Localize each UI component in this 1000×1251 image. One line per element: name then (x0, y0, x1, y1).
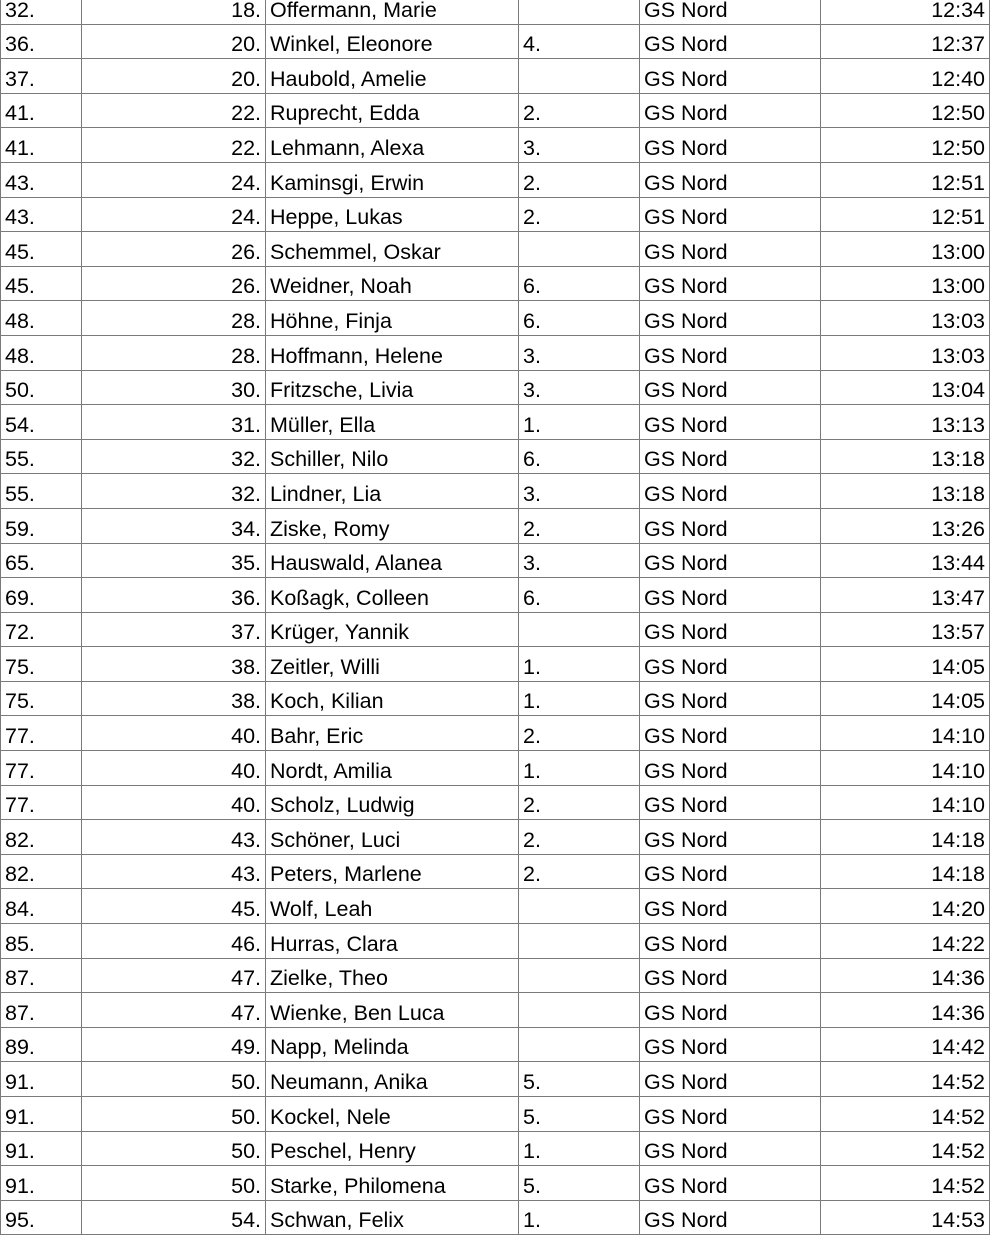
cell-runner-name[interactable]: Hauswald, Alanea (266, 543, 519, 578)
cell-time[interactable]: 14:52 (821, 1097, 990, 1132)
table-row (1, 232, 990, 267)
cell-class[interactable]: 5. (519, 1166, 640, 1201)
cell-class[interactable] (519, 993, 640, 1028)
table-row (1, 439, 990, 474)
cell-school[interactable]: GS Nord (640, 647, 821, 682)
cell-class[interactable]: 6. (519, 578, 640, 613)
cell-age-group-place[interactable]: 20. (82, 59, 266, 94)
cell-overall-place[interactable]: 91. (1, 1131, 82, 1166)
cell-runner-name[interactable]: Lehmann, Alexa (266, 128, 519, 163)
cell-class[interactable]: 3. (519, 543, 640, 578)
cell-time[interactable]: 13:47 (821, 578, 990, 613)
cell-overall-place[interactable]: 77. (1, 716, 82, 751)
table-row (1, 1166, 990, 1201)
cell-age-group-place[interactable]: 32. (82, 439, 266, 474)
cell-age-group-place[interactable]: 20. (82, 24, 266, 59)
cell-time[interactable]: 13:18 (821, 439, 990, 474)
cell-school[interactable]: GS Nord (640, 59, 821, 94)
cell-age-group-place[interactable]: 54. (82, 1200, 266, 1235)
cell-overall-place[interactable]: 48. (1, 301, 82, 336)
cell-school[interactable]: GS Nord (640, 1027, 821, 1062)
cell-time[interactable]: 14:20 (821, 889, 990, 924)
cell-class[interactable]: 2. (519, 93, 640, 128)
cell-overall-place[interactable]: 91. (1, 1166, 82, 1201)
cell-runner-name[interactable]: Lindner, Lia (266, 474, 519, 509)
cell-time[interactable]: 14:22 (821, 924, 990, 959)
cell-school[interactable]: GS Nord (640, 197, 821, 232)
cell-time[interactable]: 14:42 (821, 1027, 990, 1062)
cell-overall-place[interactable]: 77. (1, 785, 82, 820)
table-row (1, 751, 990, 786)
cell-class[interactable]: 2. (519, 820, 640, 855)
table-row (1, 578, 990, 613)
cell-school[interactable]: GS Nord (640, 751, 821, 786)
cell-class[interactable]: 3. (519, 370, 640, 405)
table-row (1, 162, 990, 197)
cell-time[interactable]: 13:00 (821, 232, 990, 267)
cell-age-group-place[interactable]: 26. (82, 266, 266, 301)
cell-overall-place[interactable]: 45. (1, 232, 82, 267)
table-row (1, 716, 990, 751)
table-row (1, 543, 990, 578)
cell-runner-name[interactable]: Peters, Marlene (266, 854, 519, 889)
cell-time[interactable]: 14:52 (821, 1062, 990, 1097)
table-row (1, 405, 990, 440)
cell-school[interactable]: GS Nord (640, 232, 821, 267)
cell-class[interactable] (519, 232, 640, 267)
cell-school[interactable]: GS Nord (640, 578, 821, 613)
cell-school[interactable]: GS Nord (640, 924, 821, 959)
cell-time[interactable]: 13:18 (821, 474, 990, 509)
cell-class[interactable]: 3. (519, 474, 640, 509)
cell-time[interactable]: 14:18 (821, 820, 990, 855)
table-row (1, 854, 990, 889)
table-row (1, 612, 990, 647)
cell-runner-name[interactable]: Schwan, Felix (266, 1200, 519, 1235)
cell-class[interactable]: 1. (519, 1131, 640, 1166)
cell-class[interactable]: 1. (519, 681, 640, 716)
cell-school[interactable]: GS Nord (640, 439, 821, 474)
cell-runner-name[interactable]: Zielke, Theo (266, 958, 519, 993)
cell-time[interactable]: 14:52 (821, 1131, 990, 1166)
cell-overall-place[interactable]: 75. (1, 647, 82, 682)
cell-runner-name[interactable]: Koßagk, Colleen (266, 578, 519, 613)
table-row (1, 1200, 990, 1235)
cell-class[interactable]: 2. (519, 785, 640, 820)
cell-runner-name[interactable]: Scholz, Ludwig (266, 785, 519, 820)
cell-overall-place[interactable]: 75. (1, 681, 82, 716)
cell-school[interactable]: GS Nord (640, 785, 821, 820)
cell-overall-place[interactable]: 72. (1, 612, 82, 647)
cell-class[interactable] (519, 958, 640, 993)
cell-class[interactable]: 1. (519, 405, 640, 440)
cell-age-group-place[interactable]: 38. (82, 681, 266, 716)
cell-school[interactable]: GS Nord (640, 508, 821, 543)
cell-age-group-place[interactable]: 30. (82, 370, 266, 405)
cell-time[interactable]: 13:03 (821, 301, 990, 336)
cell-age-group-place[interactable]: 43. (82, 854, 266, 889)
cell-time[interactable]: 13:03 (821, 335, 990, 370)
cell-runner-name[interactable]: Wolf, Leah (266, 889, 519, 924)
cell-class[interactable]: 2. (519, 854, 640, 889)
cell-age-group-place[interactable]: 49. (82, 1027, 266, 1062)
cell-school[interactable]: GS Nord (640, 93, 821, 128)
cell-overall-place[interactable]: 82. (1, 820, 82, 855)
cell-class[interactable]: 1. (519, 1200, 640, 1235)
cell-age-group-place[interactable]: 28. (82, 335, 266, 370)
table-row (1, 128, 990, 163)
table-row (1, 1097, 990, 1132)
cell-class[interactable] (519, 0, 640, 24)
cell-class[interactable]: 3. (519, 128, 640, 163)
cell-age-group-place[interactable]: 22. (82, 128, 266, 163)
cell-overall-place[interactable]: 48. (1, 335, 82, 370)
results-table-body (1, 0, 990, 1235)
cell-school[interactable]: GS Nord (640, 1097, 821, 1132)
cell-age-group-place[interactable]: 32. (82, 474, 266, 509)
cell-age-group-place[interactable]: 46. (82, 924, 266, 959)
cell-overall-place[interactable]: 91. (1, 1062, 82, 1097)
cell-school[interactable]: GS Nord (640, 1062, 821, 1097)
cell-time[interactable]: 14:53 (821, 1200, 990, 1235)
table-row (1, 301, 990, 336)
cell-class[interactable]: 6. (519, 301, 640, 336)
cell-runner-name[interactable]: Haubold, Amelie (266, 59, 519, 94)
cell-runner-name[interactable]: Ziske, Romy (266, 508, 519, 543)
cell-class[interactable]: 5. (519, 1097, 640, 1132)
cell-class[interactable]: 4. (519, 24, 640, 59)
cell-runner-name[interactable]: Heppe, Lukas (266, 197, 519, 232)
cell-class[interactable]: 2. (519, 716, 640, 751)
cell-age-group-place[interactable]: 40. (82, 785, 266, 820)
table-row (1, 993, 990, 1028)
cell-runner-name[interactable]: Weidner, Noah (266, 266, 519, 301)
cell-school[interactable]: GS Nord (640, 993, 821, 1028)
cell-time[interactable]: 14:10 (821, 751, 990, 786)
cell-time[interactable]: 12:40 (821, 59, 990, 94)
table-row (1, 474, 990, 509)
table-row (1, 335, 990, 370)
cell-runner-name[interactable]: Napp, Melinda (266, 1027, 519, 1062)
cell-school[interactable]: GS Nord (640, 889, 821, 924)
cell-school[interactable]: GS Nord (640, 335, 821, 370)
table-row (1, 266, 990, 301)
cell-overall-place[interactable]: 82. (1, 854, 82, 889)
table-row (1, 508, 990, 543)
cell-school[interactable]: GS Nord (640, 128, 821, 163)
cell-school[interactable]: GS Nord (640, 266, 821, 301)
cell-class[interactable] (519, 1027, 640, 1062)
cell-runner-name[interactable]: Offermann, Marie (266, 0, 519, 24)
cell-runner-name[interactable]: Zeitler, Willi (266, 647, 519, 682)
cell-overall-place[interactable]: 32. (1, 0, 82, 24)
cell-time[interactable]: 12:50 (821, 128, 990, 163)
cell-runner-name[interactable]: Winkel, Eleonore (266, 24, 519, 59)
cell-age-group-place[interactable]: 34. (82, 508, 266, 543)
cell-overall-place[interactable]: 69. (1, 578, 82, 613)
cell-overall-place[interactable]: 65. (1, 543, 82, 578)
cell-class[interactable] (519, 889, 640, 924)
cell-overall-place[interactable]: 43. (1, 197, 82, 232)
table-row (1, 924, 990, 959)
cell-overall-place[interactable]: 37. (1, 59, 82, 94)
cell-runner-name[interactable]: Neumann, Anika (266, 1062, 519, 1097)
table-row (1, 1027, 990, 1062)
cell-school[interactable]: GS Nord (640, 543, 821, 578)
cell-class[interactable]: 6. (519, 439, 640, 474)
cell-runner-name[interactable]: Hurras, Clara (266, 924, 519, 959)
cell-school[interactable]: GS Nord (640, 612, 821, 647)
cell-overall-place[interactable]: 84. (1, 889, 82, 924)
cell-runner-name[interactable]: Höhne, Finja (266, 301, 519, 336)
cell-school[interactable]: GS Nord (640, 474, 821, 509)
cell-class[interactable]: 5. (519, 1062, 640, 1097)
cell-age-group-place[interactable]: 28. (82, 301, 266, 336)
cell-runner-name[interactable]: Koch, Kilian (266, 681, 519, 716)
table-row (1, 93, 990, 128)
cell-school[interactable]: GS Nord (640, 0, 821, 24)
sheet-right-margin (990, 0, 1000, 1251)
cell-time[interactable]: 14:05 (821, 647, 990, 682)
cell-time[interactable]: 12:50 (821, 93, 990, 128)
cell-time[interactable]: 13:13 (821, 405, 990, 440)
cell-runner-name[interactable]: Starke, Philomena (266, 1166, 519, 1201)
cell-overall-place[interactable]: 77. (1, 751, 82, 786)
cell-overall-place[interactable]: 41. (1, 93, 82, 128)
cell-class[interactable] (519, 59, 640, 94)
cell-time[interactable]: 14:52 (821, 1166, 990, 1201)
table-row (1, 370, 990, 405)
cell-time[interactable]: 14:05 (821, 681, 990, 716)
table-row (1, 1062, 990, 1097)
cell-time[interactable]: 14:10 (821, 716, 990, 751)
table-row (1, 681, 990, 716)
cell-school[interactable]: GS Nord (640, 854, 821, 889)
cell-overall-place[interactable]: 59. (1, 508, 82, 543)
cell-class[interactable]: 3. (519, 335, 640, 370)
cell-age-group-place[interactable]: 36. (82, 578, 266, 613)
cell-class[interactable] (519, 612, 640, 647)
cell-time[interactable]: 12:34 (821, 0, 990, 24)
cell-overall-place[interactable]: 85. (1, 924, 82, 959)
cell-class[interactable]: 6. (519, 266, 640, 301)
cell-school[interactable]: GS Nord (640, 681, 821, 716)
cell-runner-name[interactable]: Nordt, Amilia (266, 751, 519, 786)
cell-school[interactable]: GS Nord (640, 370, 821, 405)
table-row (1, 647, 990, 682)
cell-age-group-place[interactable]: 24. (82, 197, 266, 232)
cell-runner-name[interactable]: Kockel, Nele (266, 1097, 519, 1132)
cell-age-group-place[interactable]: 38. (82, 647, 266, 682)
cell-overall-place[interactable]: 41. (1, 128, 82, 163)
cell-age-group-place[interactable]: 31. (82, 405, 266, 440)
cell-overall-place[interactable]: 55. (1, 474, 82, 509)
cell-school[interactable]: GS Nord (640, 958, 821, 993)
table-row (1, 0, 990, 24)
cell-school[interactable]: GS Nord (640, 301, 821, 336)
cell-age-group-place[interactable]: 47. (82, 958, 266, 993)
cell-age-group-place[interactable]: 26. (82, 232, 266, 267)
cell-age-group-place[interactable]: 22. (82, 93, 266, 128)
cell-age-group-place[interactable]: 50. (82, 1062, 266, 1097)
cell-overall-place[interactable]: 89. (1, 1027, 82, 1062)
cell-class[interactable]: 1. (519, 647, 640, 682)
cell-class[interactable]: 2. (519, 162, 640, 197)
cell-age-group-place[interactable]: 47. (82, 993, 266, 1028)
cell-time[interactable]: 12:51 (821, 197, 990, 232)
cell-runner-name[interactable]: Kaminsgi, Erwin (266, 162, 519, 197)
cell-school[interactable]: GS Nord (640, 162, 821, 197)
cell-age-group-place[interactable]: 37. (82, 612, 266, 647)
cell-overall-place[interactable]: 87. (1, 958, 82, 993)
table-row (1, 785, 990, 820)
table-row (1, 820, 990, 855)
cell-age-group-place[interactable]: 50. (82, 1097, 266, 1132)
cell-age-group-place[interactable]: 43. (82, 820, 266, 855)
cell-age-group-place[interactable]: 35. (82, 543, 266, 578)
cell-time[interactable]: 14:36 (821, 958, 990, 993)
cell-overall-place[interactable]: 36. (1, 24, 82, 59)
cell-age-group-place[interactable]: 40. (82, 716, 266, 751)
cell-class[interactable] (519, 924, 640, 959)
cell-runner-name[interactable]: Schiller, Nilo (266, 439, 519, 474)
cell-runner-name[interactable]: Krüger, Yannik (266, 612, 519, 647)
cell-runner-name[interactable]: Schöner, Luci (266, 820, 519, 855)
cell-runner-name[interactable]: Schemmel, Oskar (266, 232, 519, 267)
cell-overall-place[interactable]: 45. (1, 266, 82, 301)
cell-class[interactable]: 2. (519, 197, 640, 232)
cell-class[interactable]: 2. (519, 508, 640, 543)
cell-time[interactable]: 14:10 (821, 785, 990, 820)
table-row (1, 24, 990, 59)
cell-time[interactable]: 12:37 (821, 24, 990, 59)
cell-school[interactable]: GS Nord (640, 24, 821, 59)
cell-school[interactable]: GS Nord (640, 716, 821, 751)
table-row (1, 889, 990, 924)
cell-overall-place[interactable]: 91. (1, 1097, 82, 1132)
cell-time[interactable]: 13:57 (821, 612, 990, 647)
table-row (1, 1131, 990, 1166)
cell-time[interactable]: 13:26 (821, 508, 990, 543)
cell-school[interactable]: GS Nord (640, 820, 821, 855)
cell-time[interactable]: 13:04 (821, 370, 990, 405)
cell-school[interactable]: GS Nord (640, 1166, 821, 1201)
table-row (1, 197, 990, 232)
cell-runner-name[interactable]: Hoffmann, Helene (266, 335, 519, 370)
cell-overall-place[interactable]: 54. (1, 405, 82, 440)
cell-time[interactable]: 12:51 (821, 162, 990, 197)
cell-runner-name[interactable]: Wienke, Ben Luca (266, 993, 519, 1028)
cell-age-group-place[interactable]: 24. (82, 162, 266, 197)
cell-overall-place[interactable]: 50. (1, 370, 82, 405)
cell-age-group-place[interactable]: 18. (82, 0, 266, 24)
cell-school[interactable]: GS Nord (640, 405, 821, 440)
cell-time[interactable]: 13:44 (821, 543, 990, 578)
cell-runner-name[interactable]: Bahr, Eric (266, 716, 519, 751)
cell-runner-name[interactable]: Peschel, Henry (266, 1131, 519, 1166)
cell-school[interactable]: GS Nord (640, 1131, 821, 1166)
table-row (1, 958, 990, 993)
cell-age-group-place[interactable]: 45. (82, 889, 266, 924)
cell-time[interactable]: 13:00 (821, 266, 990, 301)
cell-time[interactable]: 14:36 (821, 993, 990, 1028)
cell-runner-name[interactable]: Ruprecht, Edda (266, 93, 519, 128)
cell-class[interactable]: 1. (519, 751, 640, 786)
cell-overall-place[interactable]: 95. (1, 1200, 82, 1235)
cell-overall-place[interactable]: 55. (1, 439, 82, 474)
cell-school[interactable]: GS Nord (640, 1200, 821, 1235)
cell-runner-name[interactable]: Müller, Ella (266, 405, 519, 440)
cell-runner-name[interactable]: Fritzsche, Livia (266, 370, 519, 405)
table-row (1, 59, 990, 94)
cell-age-group-place[interactable]: 40. (82, 751, 266, 786)
cell-time[interactable]: 14:18 (821, 854, 990, 889)
cell-overall-place[interactable]: 43. (1, 162, 82, 197)
cell-overall-place[interactable]: 87. (1, 993, 82, 1028)
cell-age-group-place[interactable]: 50. (82, 1166, 266, 1201)
cell-age-group-place[interactable]: 50. (82, 1131, 266, 1166)
